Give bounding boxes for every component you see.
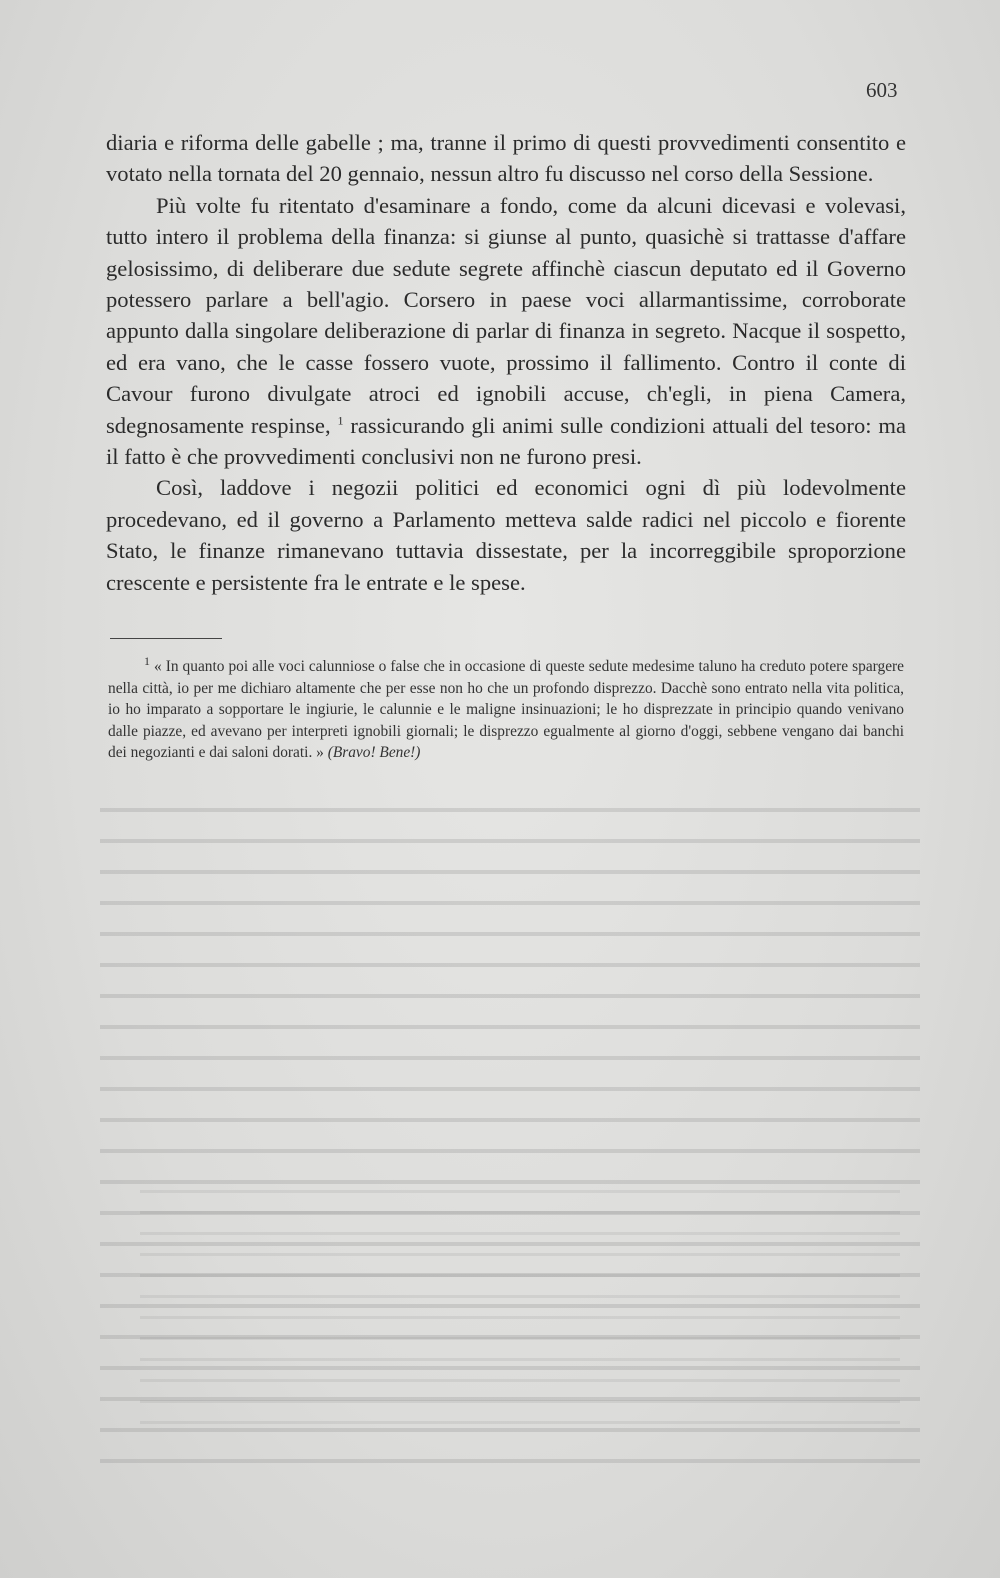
footnote-marker: 1 — [144, 653, 150, 668]
footnote-1 — [108, 653, 904, 764]
footnote-text: « In quanto poi alle voci calunniose o false che in occasione di queste sedute medesime taluno ha creduto potere spargere nella città, io per me dichiaro altamente che per esse non ho che un profondo disprezzo. Dacchè sono entrato nella vita politica, io ho imparato a sopportare le ingiurie, le calunnie e le maligne insinuazioni; le ho disprezzate in principio quando venivano dalle piazze, ed avevano per interpreti ignobili giornali; le disprezzo egualmente al giorno d'oggi, sebbene vengano dai banchi dei negozianti e dai saloni dorati. » — [108, 658, 904, 762]
paragraph-1: diaria e riforma delle gabelle ; ma, tranne il primo di questi provvedimenti consentito e votato nella tornata del 20 gennaio, nessun altro fu discusso nel corso della Sessione. — [106, 130, 906, 187]
paragraph-2 — [106, 190, 906, 473]
footnote-applause: (Bravo! Bene!) — [327, 744, 421, 762]
main-text — [106, 127, 906, 598]
bleed-through-footnotes — [140, 1180, 900, 1440]
paragraph-2-text: Più volte fu ritentato d'esaminare a fondo, come da alcuni dicevasi e volevasi, tutto intero il problema della finanza: si giunse al punto, quasichè si trattasse d'affare gelosissimo, di deliberare due sedute segrete affinchè ciascun deputato ed il Governo potessero parlare a bell'agio. Corsero in paese voci allarmantissime, corroborate appunto dalla singolare deliberazione di parlar di finanza in segreto. Nacque il sospetto, ed era vano, che le casse fossero vuote, prossimo il fallimento. Contro il conte di Cavour furono divulgate atroci ed ignobili accuse, ch'egli, in piena Camera, sdegnosamente respinse, — [106, 192, 906, 438]
footnotes — [108, 653, 904, 764]
paragraph-3: Così, laddove i negozii politici ed economici ogni dì più lodevolmente procedevano, ed il governo a Parlamento metteva salde radici nel piccolo e fiorente Stato, le finanze rimanevano tuttavia dissestate, per la incorreggibile sproporzione crescente e persistente fra le entrate e le spese. — [106, 475, 906, 595]
footnote-reference: 1 — [337, 413, 344, 428]
footnote-separator — [110, 638, 222, 639]
paragraph-2-continuation: rassicurando gli animi sulle condizioni attuali del tesoro: ma il fatto è che provvedimenti conclusivi non ne furono presi. — [106, 412, 906, 470]
page-number: 603 — [866, 78, 898, 102]
